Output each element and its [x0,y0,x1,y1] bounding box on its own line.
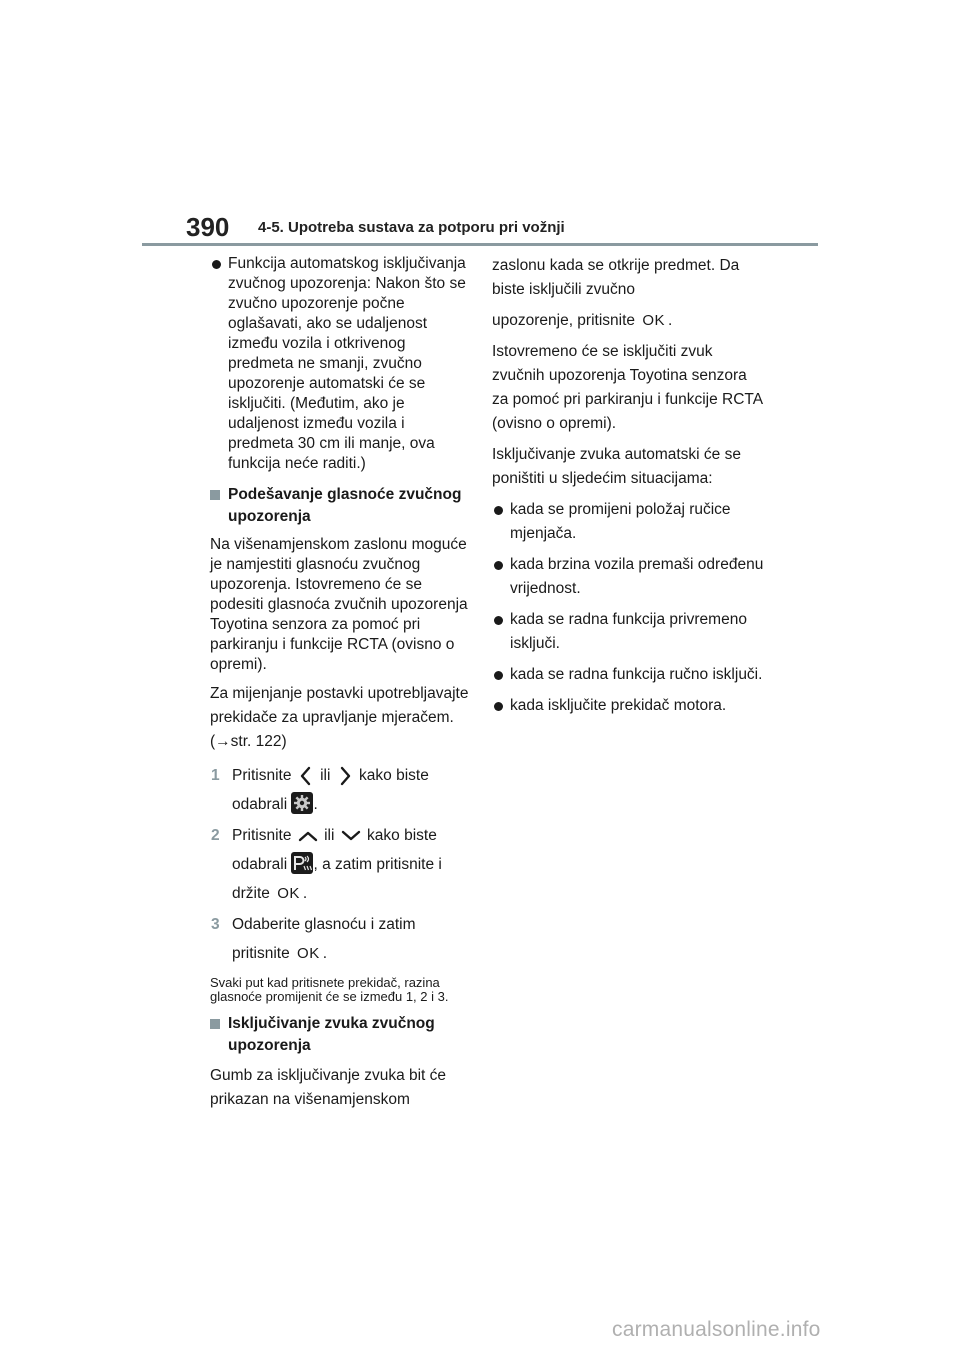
bullet-dot [494,616,503,625]
step-number: 1 [211,767,220,784]
step-2-end: . [302,885,308,902]
volume-paragraph: Na višenamjenskom zaslonu moguće je namjestiti glasnoću zvučnog upozorenja. Istovremeno će se podesiti glasnoća zvučnih upozorenja Toyotina senzora za pomoć pri parkiranju i funkcije RCTA (ovisno o opremi). [210,536,468,673]
list-item [492,694,767,718]
left-column [210,254,472,1119]
ok-button-icon: OK [642,312,666,329]
right-column [492,254,767,725]
list-item-text: kada isključite prekidač motora. [510,697,727,714]
ok-button-icon: OK [297,945,320,962]
chevron-up-icon [296,827,320,845]
settings-paragraph-text: Za mijenjanje postavki upotrebljavajte prekidače za upravljanje mjeračem. ( [210,685,469,750]
section-title: 4-5. Upotreba sustava za potporu pri vožnji [258,219,565,236]
list-item [492,608,767,656]
bullet-dot [494,702,503,711]
auto-mute-bullet [210,254,472,474]
chevron-left-icon [296,765,316,787]
list-item-text: kada se promijeni položaj ručice mjenjača. [510,501,731,542]
list-item [492,553,767,601]
step-number: 2 [211,827,220,844]
volume-subheading [210,484,472,528]
step-3 [210,910,472,968]
settings-paragraph [210,682,472,754]
list-item [492,498,767,546]
page-reference: str. 122) [230,733,287,750]
watermark: carmanualsonline.info [612,1318,821,1341]
step-1 [210,761,472,819]
auto-mute-text: Funkcija automatskog isključivanja zvučnog upozorenja: Nakon što se zvučno upozorenje počne oglašavati, ako se udaljenost između vozila i otkrivenog predmeta ne smanji, zvučno upozorenje automatski će se isključiti. (Međutim, ako je udaljenost između vozila i predmeta 30 cm ili manje, ova funkcija neće raditi.) [228,255,466,472]
volume-subheading-text: Podešavanje glasnoće zvučnog upozorenja [228,486,462,525]
step-1-end: . [313,796,318,813]
square-marker-icon [210,1019,220,1029]
bullet-dot [212,260,221,269]
volume-note: Svaki put kad pritisnete prekidač, razina glasnoće promijenit će se između 1, 2 i 3. [210,975,449,1004]
step-2 [210,821,472,908]
step-3-end: . [322,945,328,962]
parking-sensor-icon [291,852,313,874]
bullet-dot [494,671,503,680]
step-number: 3 [211,916,220,933]
step-3-text-a: Odaberite glasnoću i zatim pritisnite [232,916,416,962]
step-2-or: ili [324,827,335,844]
mute-press-end: . [668,312,673,329]
simultaneous-paragraph: Istovremeno će se isključiti zvuk zvučnih upozorenja Toyotina senzora za pomoć pri parkiranju i funkcije RCTA (ovisno o opremi). [492,343,763,432]
ok-button-icon: OK [277,885,300,902]
list-item-text: kada se radna funkcija privremeno isključi. [510,611,747,652]
step-2-text-b: kako biste odabrali [232,827,437,873]
gear-icon [291,792,313,814]
step-2-text-c: , a zatim pritisnite i držite [232,856,442,902]
square-marker-icon [210,490,220,500]
list-item [492,663,767,687]
mute-subheading [210,1013,472,1057]
step-1-text-a: Pritisnite [232,767,292,784]
step-1-or: ili [320,767,331,784]
cancel-paragraph: Isključivanje zvuka automatski će se poništiti u sljedećim situacijama: [492,446,741,487]
list-item-text: kada brzina vozila premaši određenu vrijednost. [510,556,764,597]
chevron-right-icon [335,765,355,787]
chevron-down-icon [339,827,363,845]
header-rule [142,243,818,246]
mute-press-ok [492,309,767,333]
mute-subheading-text: Isključivanje zvuka zvučnog upozorenja [228,1015,435,1054]
ref-arrow: → [215,733,231,750]
step-2-text-a: Pritisnite [232,827,292,844]
list-item-text: kada se radna funkcija ručno isključi. [510,666,763,683]
mute-continued: zaslonu kada se otkrije predmet. Da biste isključili zvučno [492,257,740,298]
mute-paragraph: Gumb za isključivanje zvuka bit će prikazan na višenamjenskom [210,1067,447,1108]
page-number: 390 [186,212,230,242]
bullet-dot [494,506,503,515]
mute-press-text: upozorenje, pritisnite [492,312,636,329]
step-1-text-b: kako biste odabrali [232,767,429,813]
bullet-dot [494,561,503,570]
